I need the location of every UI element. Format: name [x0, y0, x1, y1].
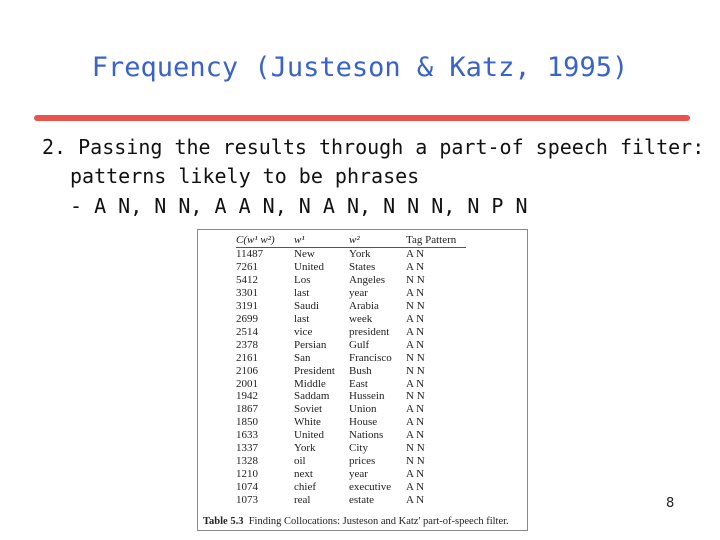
cell-tag-pattern: A N: [406, 377, 425, 390]
cell-tag-pattern: N N: [406, 455, 425, 468]
cell-w1: last: [294, 312, 310, 325]
cell-w1: New: [294, 248, 315, 260]
cell-tag-pattern: A N: [406, 286, 425, 299]
cell-tag-pattern: N N: [406, 390, 425, 403]
cell-tag-pattern: A N: [406, 248, 425, 260]
cell-w2: prices: [349, 455, 376, 468]
table-row: [236, 468, 466, 481]
cell-w2: York: [349, 248, 371, 260]
cell-w2: Arabia: [349, 299, 379, 312]
caption-text: Finding Collocations: Justeson and Katz' part-of-speech filter.: [248, 516, 509, 527]
cell-count: 1073: [236, 494, 258, 507]
cell-w2: president: [349, 325, 390, 338]
header-w2: w²: [349, 233, 406, 248]
page-number: 8: [666, 496, 675, 511]
table-body: [236, 248, 466, 508]
table-row: [236, 352, 466, 365]
table-row: [236, 261, 466, 274]
cell-w2: Hussein: [349, 390, 385, 403]
table-header-row: [236, 233, 466, 248]
cell-tag-pattern: A N: [406, 403, 425, 416]
header-w1: w¹: [294, 233, 349, 248]
cell-count: 3301: [236, 286, 258, 299]
cell-tag-pattern: A N: [406, 481, 425, 494]
cell-w2: week: [349, 312, 373, 325]
cell-w2: East: [349, 377, 368, 390]
cell-tag-pattern: N N: [406, 299, 425, 312]
cell-count: 1633: [236, 429, 258, 442]
cell-count: 2106: [236, 364, 258, 377]
cell-w2: Bush: [349, 364, 372, 377]
cell-count: 1337: [236, 442, 258, 455]
slide-title: Frequency (Justeson & Katz, 1995): [91, 52, 629, 83]
title-divider: [34, 115, 690, 121]
cell-w2: Union: [349, 403, 377, 416]
cell-count: 2514: [236, 325, 258, 338]
cell-tag-pattern: A N: [406, 494, 425, 507]
table-row: [236, 378, 466, 391]
cell-w1: next: [294, 468, 313, 481]
slide-body: [42, 133, 704, 221]
cell-w1: Middle: [294, 377, 326, 390]
cell-w1: Persian: [294, 338, 327, 351]
cell-w1: Soviet: [294, 403, 323, 416]
table-row: [236, 274, 466, 287]
cell-count: 2378: [236, 338, 258, 351]
cell-tag-pattern: N N: [406, 351, 425, 364]
cell-w2: year: [349, 468, 368, 481]
cell-w1: chief: [294, 481, 316, 494]
table-row: [236, 481, 466, 494]
cell-w2: executive: [349, 481, 392, 494]
cell-w2: year: [349, 286, 368, 299]
cell-w1: President: [294, 364, 335, 377]
cell-w2: Gulf: [349, 338, 370, 351]
cell-tag-pattern: N N: [406, 364, 425, 377]
cell-w2: Francisco: [349, 351, 392, 364]
cell-tag-pattern: A N: [406, 312, 425, 325]
cell-w2: estate: [349, 494, 375, 507]
table-row: [236, 442, 466, 455]
table-row: [236, 326, 466, 339]
cell-count: 1867: [236, 403, 258, 416]
cell-w1: oil: [294, 455, 306, 468]
cell-count: 2001: [236, 377, 258, 390]
table-row: [236, 494, 466, 507]
table-row: [236, 313, 466, 326]
body-line-2: patterns likely to be phrases: [70, 164, 420, 188]
cell-tag-pattern: A N: [406, 429, 425, 442]
cell-w1: San: [294, 351, 311, 364]
table-row: [236, 416, 466, 429]
cell-w1: White: [294, 416, 321, 429]
cell-count: 1074: [236, 481, 258, 494]
cell-w1: real: [294, 494, 311, 507]
cell-w2: House: [349, 416, 378, 429]
cell-count: 1328: [236, 455, 258, 468]
cell-count: 1850: [236, 416, 258, 429]
table-figure: [197, 229, 528, 531]
header-count: C(w¹ w²): [236, 233, 294, 248]
cell-tag-pattern: N N: [406, 273, 425, 286]
cell-w1: Saddam: [294, 390, 330, 403]
cell-count: 2699: [236, 312, 258, 325]
cell-w2: Angeles: [349, 273, 386, 286]
table-row: [236, 365, 466, 378]
table-row: [236, 429, 466, 442]
collocation-table: [236, 233, 466, 507]
cell-tag-pattern: N N: [406, 442, 425, 455]
cell-count: 1210: [236, 468, 258, 481]
body-line-3: - A N, N N, A A N, N A N, N N N, N P N: [70, 194, 528, 218]
table-row: [236, 339, 466, 352]
cell-tag-pattern: A N: [406, 338, 425, 351]
cell-w2: States: [349, 260, 376, 273]
caption-label: Table 5.3: [203, 516, 244, 527]
cell-count: 3191: [236, 299, 258, 312]
cell-w1: last: [294, 286, 310, 299]
table-row: [236, 403, 466, 416]
cell-w1: Saudi: [294, 299, 320, 312]
cell-tag-pattern: A N: [406, 468, 425, 481]
header-tag-pattern: Tag Pattern: [406, 233, 466, 248]
cell-w2: Nations: [349, 429, 384, 442]
cell-count: 2161: [236, 351, 258, 364]
body-line-1: 2. Passing the results through a part-of speech filter:: [42, 135, 705, 159]
table-row: [236, 455, 466, 468]
cell-count: 11487: [236, 248, 264, 260]
cell-tag-pattern: A N: [406, 260, 425, 273]
cell-w1: United: [294, 260, 324, 273]
table-row: [236, 300, 466, 313]
cell-w2: City: [349, 442, 368, 455]
table-row: [236, 287, 466, 300]
cell-count: 1942: [236, 390, 258, 403]
cell-w1: vice: [294, 325, 313, 338]
cell-w1: York: [294, 442, 316, 455]
table-row: [236, 390, 466, 403]
cell-tag-pattern: A N: [406, 416, 425, 429]
table-caption: [203, 516, 509, 527]
cell-count: 5412: [236, 273, 258, 286]
table-row: [236, 248, 466, 261]
cell-count: 7261: [236, 260, 258, 273]
cell-w1: Los: [294, 273, 311, 286]
cell-w1: United: [294, 429, 324, 442]
cell-tag-pattern: A N: [406, 325, 425, 338]
